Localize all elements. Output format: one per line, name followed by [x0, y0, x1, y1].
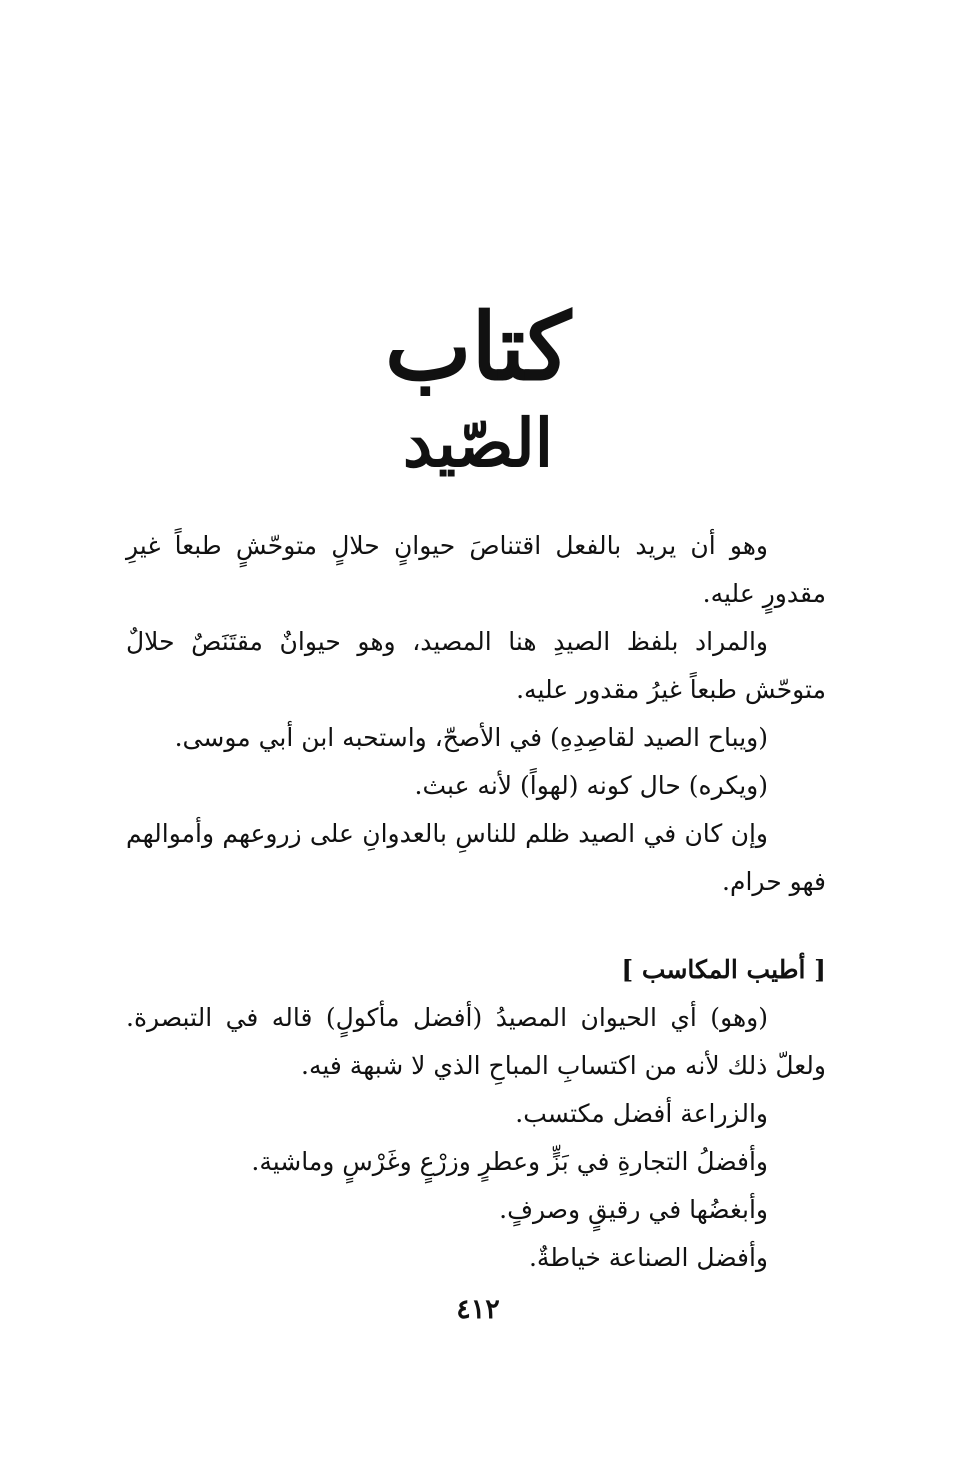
paragraph-best-trade: وأفضلُ التجارةِ في بَزٍّ وعطرٍ وزرْعٍ وغَرْسٍ وماشية. [251, 1147, 768, 1176]
section-spacer [126, 906, 826, 946]
page-number: ٤١٢ [456, 1294, 500, 1325]
section-heading: [ أطيب المكاسب ] [621, 955, 826, 984]
chapter-title-line-2: الصّيد [402, 404, 554, 482]
page-body [126, 522, 826, 1282]
paragraph-best-food: (وهو) أي الحيوان المصيدُ (أفضل مأكولٍ) قاله في التبصرة. ولعلّ ذلك لأنه من اكتسابِ المباحِ الذي لا شبهة فيه. [126, 1003, 826, 1080]
paragraph-worst-trade: وأبغضُها في رقيقٍ وصرفٍ. [499, 1195, 768, 1224]
paragraph-permitted: (ويباح الصيد لقاصِدِهِ) في الأصحّ، واستحبه ابن أبي موسى. [174, 723, 768, 752]
paragraph-definition: وهو أن يريد بالفعل اقتناصَ حيوانٍ حلالٍ متوحّشٍ طبعاً غيرِ مقدورٍ عليه. [126, 531, 826, 608]
paragraph-disliked: (ويكره) حال كونه (لهواً) لأنه عبث. [414, 771, 768, 800]
paragraph-agriculture: والزراعة أفضل مكتسب. [515, 1099, 768, 1128]
chapter-title-line-1: كتاب [384, 293, 572, 401]
chapter-title [0, 292, 956, 482]
paragraph-best-craft: وأفضل الصناعة خياطةٌ. [528, 1243, 768, 1272]
paragraph-forbidden: وإن كان في الصيد ظلم للناسِ بالعدوانِ على زروعهم وأموالهم فهو حرام. [126, 819, 826, 896]
paragraph-meaning: والمراد بلفظ الصيدِ هنا المصيد، وهو حيوانٌ مقتَنَصٌ حلالٌ متوحّش طبعاً غيرُ مقدور عليه. [126, 627, 826, 704]
